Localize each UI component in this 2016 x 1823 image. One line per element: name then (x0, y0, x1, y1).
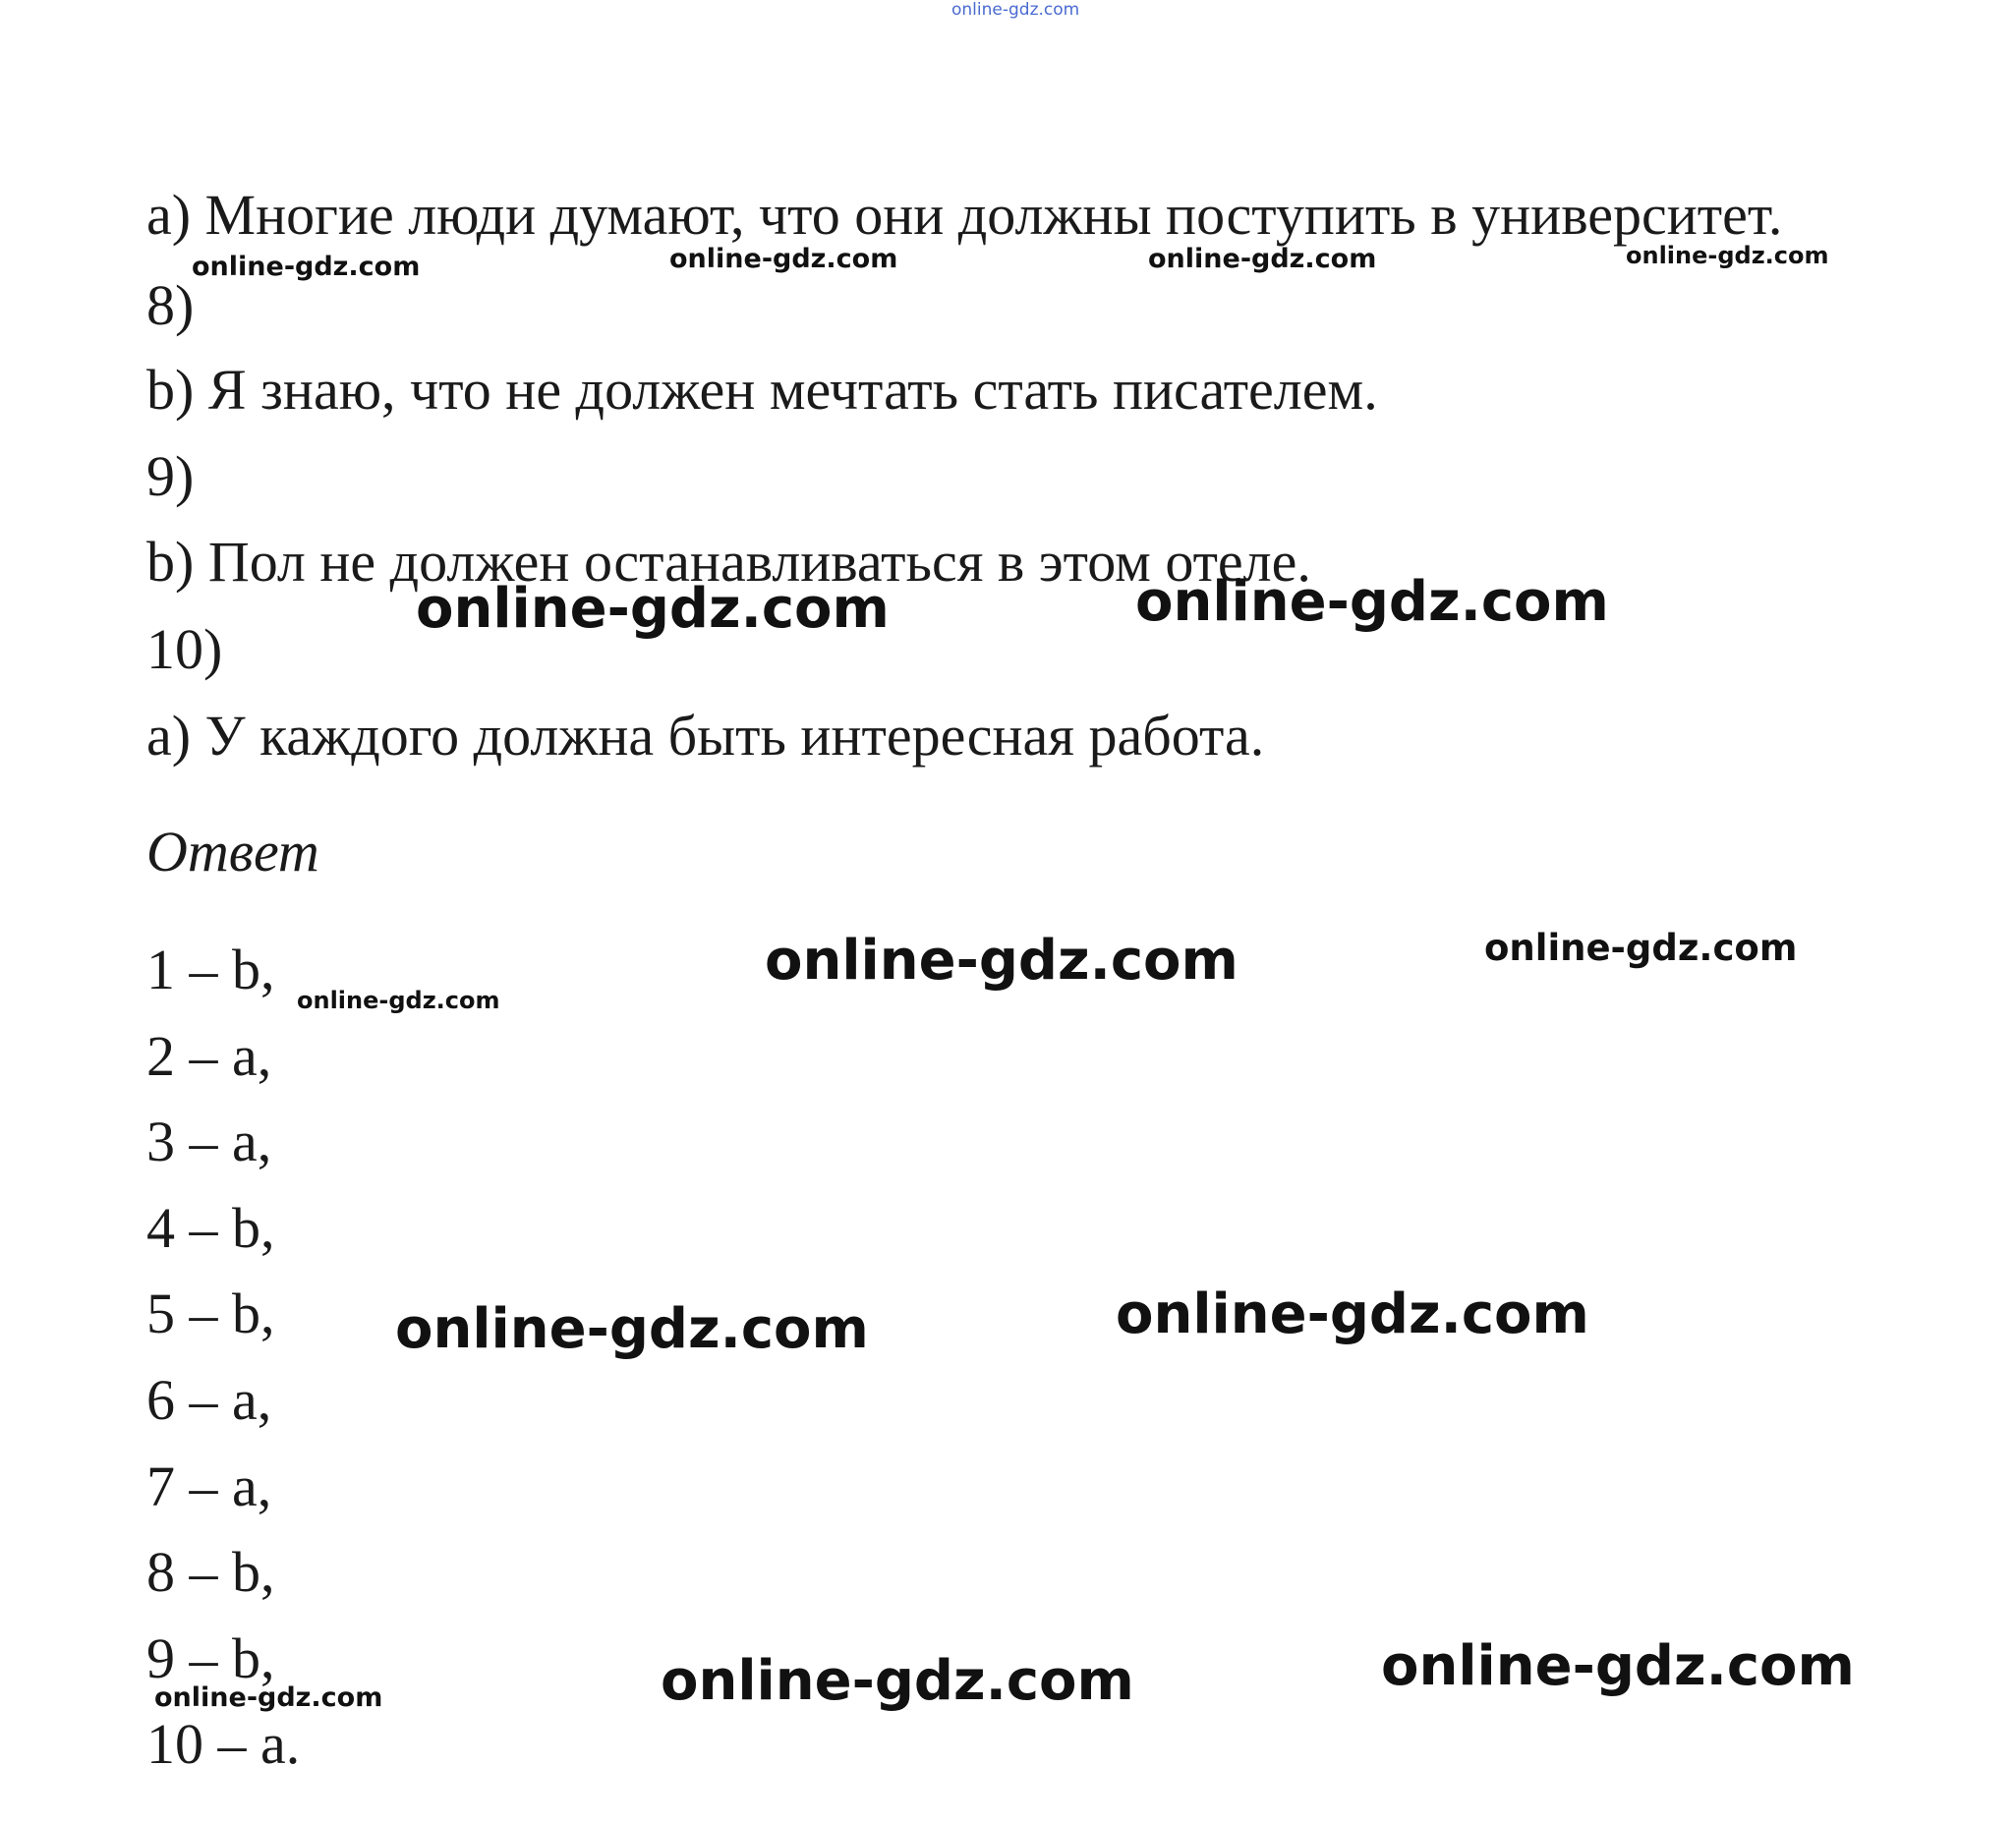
exercise-line-7a: a) Многие люди думают, что они должны поступить в университет. (146, 183, 1783, 247)
watermark: online-gdz.com (1626, 242, 1829, 269)
watermark: online-gdz.com (416, 577, 890, 641)
exercise-number-9: 9) (146, 444, 195, 508)
watermark: online-gdz.com (669, 244, 898, 274)
exercise-number-10: 10) (146, 617, 223, 681)
answer-heading: Ответ (146, 820, 319, 883)
answer-item: 3 – a, (146, 1110, 272, 1173)
answer-item: 6 – a, (146, 1368, 272, 1432)
watermark-top: online-gdz.com (951, 0, 1080, 20)
watermark: online-gdz.com (192, 252, 421, 282)
watermark: online-gdz.com (1135, 570, 1609, 634)
answer-item: 2 – a, (146, 1024, 272, 1088)
answer-item: 7 – a, (146, 1454, 272, 1518)
exercise-line-10a: a) У каждого должна быть интересная работа. (146, 704, 1265, 768)
watermark: online-gdz.com (154, 1682, 383, 1713)
answer-item: 5 – b, (146, 1282, 275, 1345)
watermark: online-gdz.com (1116, 1282, 1589, 1346)
watermark: online-gdz.com (765, 929, 1238, 993)
exercise-line-9b: b) Пол не должен останавливаться в этом отеле. (146, 530, 1311, 594)
watermark: online-gdz.com (661, 1649, 1134, 1713)
watermark: online-gdz.com (1381, 1634, 1855, 1698)
answer-item: 1 – b, (146, 938, 275, 1001)
answer-item: 4 – b, (146, 1196, 275, 1260)
exercise-line-8b: b) Я знаю, что не должен мечтать стать писателем. (146, 358, 1378, 422)
watermark: online-gdz.com (1148, 244, 1377, 274)
watermark: online-gdz.com (395, 1297, 869, 1361)
answer-item: 9 – b, (146, 1626, 275, 1690)
exercise-number-8: 8) (146, 273, 195, 337)
watermark: online-gdz.com (297, 987, 500, 1014)
answer-item: 10 – a. (146, 1712, 301, 1776)
watermark: online-gdz.com (1484, 927, 1798, 969)
answer-item: 8 – b, (146, 1540, 275, 1604)
